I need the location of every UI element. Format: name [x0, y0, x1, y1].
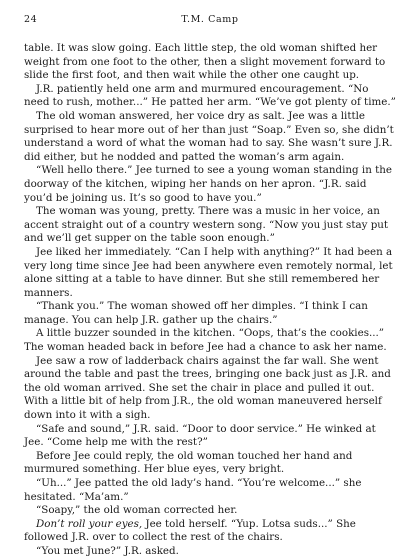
paragraph-text: “Uh...” Jee patted the old lady’s hand. “You’re welcome...” she hesitated. “Ma’am.” — [24, 477, 362, 503]
page-number: 24 — [24, 14, 38, 25]
paragraph-text: “Soapy,” the old woman corrected her. — [36, 504, 238, 517]
paragraph — [24, 477, 396, 504]
paragraph-text: The woman was young, pretty. There was a music in her voice, an accent straight out of a country western song. “Now you just stay put and we’ll get supper on the table soon enough.” — [24, 205, 389, 245]
paragraph-text: Before Jee could reply, the old woman touched her hand and murmured something. Her blue eyes, very bright. — [24, 449, 353, 476]
body-text — [24, 42, 396, 559]
running-header — [24, 14, 396, 36]
paragraph-text: Jee liked her immediately. “Can I help with anything?” It had been a very long time since Jee had been anywhere even remotely normal, let alone sitting at a table to have dinner. But she still remembered her manners. — [24, 245, 393, 299]
paragraph — [24, 42, 396, 83]
italic-emphasis: Don’t roll your eyes, — [36, 517, 143, 530]
paragraph-text: table. It was slow going. Each little step, the old woman shifted her weight from one foot to the other, then a slight movement forward to slide the first foot, and then wait while the other one caught up. — [24, 42, 386, 82]
paragraph-text: “Safe and sound,” J.R. said. “Door to door service.” He winked at Jee. “Come help me with the rest?” — [24, 422, 376, 449]
paragraph — [24, 450, 396, 477]
book-page — [24, 14, 396, 559]
paragraph — [24, 205, 396, 246]
paragraph — [24, 423, 396, 450]
paragraph — [24, 518, 396, 545]
running-title: T.M. Camp — [181, 14, 239, 25]
paragraph-text: “You met June?” J.R. asked. — [36, 544, 179, 557]
paragraph — [24, 164, 396, 205]
paragraph-text: The old woman answered, her voice dry as salt. Jee was a little surprised to hear more out of her than just “Soap.” Even so, she didn’t understand a word of what the woman had to say. She wasn’t sure J.R. did either, but he nodded and patted the woman’s arm again. — [24, 109, 394, 163]
paragraph-text: “Thank you.” The woman showed off her dimples. “I think I can manage. You can help J.R. gather up the chairs.” — [24, 300, 368, 326]
paragraph — [24, 300, 396, 327]
paragraph-text: Jee saw a row of ladderback chairs against the far wall. She went around the table and past the trees, bringing one back just as J.R. and the old woman arrived. She set the chair in place and pulled it out. With a little bit of help from J.R., the old woman maneuvered herself down into it with a sigh. — [24, 354, 391, 422]
paragraph — [24, 246, 396, 300]
paragraph — [24, 504, 396, 518]
paragraph-text: J.R. patiently held one arm and murmured encouragement. “No need to rush, mother...” He patted her arm. “We’ve got plenty of time.” — [24, 82, 396, 109]
paragraph-text: Jee told herself. “Yup. Lotsa suds...” She followed J.R. over to collect the rest of the chairs. — [24, 517, 356, 544]
paragraph — [24, 110, 396, 164]
paragraph — [24, 355, 396, 423]
paragraph — [24, 545, 396, 559]
paragraph-text: “Well hello there.” Jee turned to see a young woman standing in the doorway of the kitchen, wiping her hands on her apron. “J.R. said you’d be joining us. It’s so good to have you.” — [24, 164, 392, 204]
paragraph-text: A little buzzer sounded in the kitchen. “Oops, that’s the cookies...” The woman headed back in before Jee had a chance to ask her name. — [24, 327, 387, 354]
paragraph — [24, 83, 396, 110]
paragraph — [24, 327, 396, 354]
